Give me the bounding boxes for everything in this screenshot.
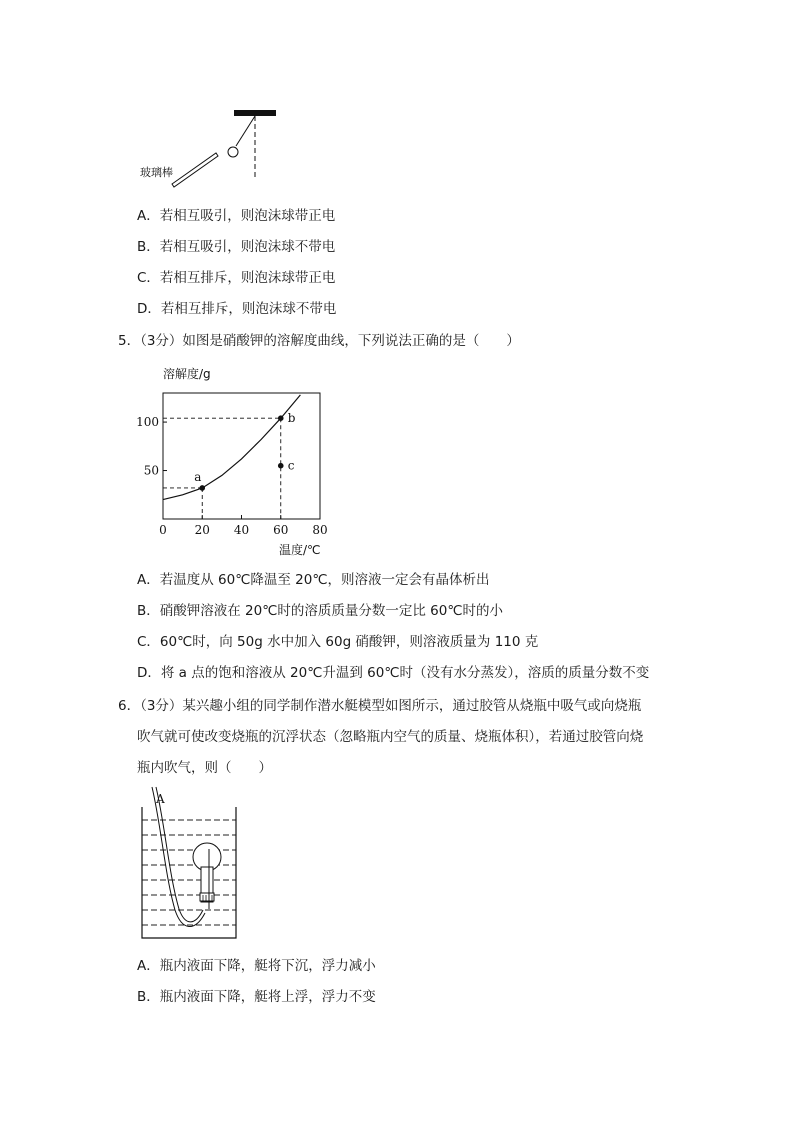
foam-ball (228, 147, 238, 157)
glass-rod-label: 玻璃棒 (140, 166, 173, 179)
solubility-curve (163, 395, 300, 500)
point-label-c: c (287, 458, 295, 473)
x-tick-label: 40 (233, 523, 250, 537)
water-container (142, 807, 236, 938)
x-tick-label: 60 (273, 523, 289, 537)
q6-option-b: B．瓶内液面下降，艇将上浮，浮力不变 (137, 989, 376, 1005)
q4-option-a: A．若相互吸引，则泡沫球带正电 (137, 208, 336, 224)
chart-xlabel: 温度/℃ (279, 543, 321, 557)
point-label-b: b (287, 411, 296, 426)
plot-frame (163, 393, 320, 519)
q5-option-b: B．硝酸钾溶液在 20℃时的溶质质量分数一定比 60℃时的小 (137, 603, 504, 619)
solubility-chart (135, 360, 350, 565)
tube-label: A (156, 792, 165, 806)
q6-stem-line-3: 瓶内吹气，则（ ） (137, 760, 272, 776)
q4-figure (130, 100, 300, 190)
chart-ylabel: 溶解度/g (163, 367, 211, 381)
point-c (278, 463, 284, 469)
ceiling-support (234, 110, 276, 116)
point-b (278, 415, 284, 421)
q6-option-a: A．瓶内液面下降，艇将下沉，浮力减小 (137, 958, 376, 974)
x-tick-label: 20 (194, 523, 210, 537)
point-label-a: a (194, 469, 202, 484)
q4-option-c: C．若相互排斥，则泡沫球带正电 (137, 270, 336, 286)
x-tick-label: 80 (312, 523, 328, 537)
q4-option-d: D．若相互排斥，则泡沫球不带电 (137, 301, 337, 317)
glass-rod (172, 153, 218, 187)
submarine-model-figure (135, 785, 245, 945)
thread (236, 116, 255, 146)
q6-stem-line-1: 6．（3分）某兴趣小组的同学制作潜水艇模型如图所示，通过胶管从烧瓶中吸气或向烧瓶 (118, 698, 642, 714)
q5-option-d: D．将 a 点的饱和溶液从 20℃升温到 60℃时（没有水分蒸发），溶质的质量分数不变 (137, 665, 650, 681)
point-a (199, 485, 205, 491)
q4-option-b: B．若相互吸引，则泡沫球不带电 (137, 239, 336, 255)
y-tick-label: 50 (143, 463, 159, 478)
q5-option-c: C．60℃时，向 50g 水中加入 60g 硝酸钾，则溶液质量为 110 克 (137, 634, 539, 650)
q5-option-a: A．若温度从 60℃降温至 20℃，则溶液一定会有晶体析出 (137, 572, 490, 588)
x-tick-label: 0 (159, 523, 167, 537)
q5-stem: 5．（3分）如图是硝酸钾的溶解度曲线，下列说法正确的是（ ） (118, 333, 520, 349)
y-tick-label: 100 (136, 415, 159, 430)
water-surface-lines (142, 820, 236, 925)
q6-stem-line-2: 吹气就可使改变烧瓶的沉浮状态（忽略瓶内空气的质量、烧瓶体积），若通过胶管向烧 (137, 729, 644, 745)
